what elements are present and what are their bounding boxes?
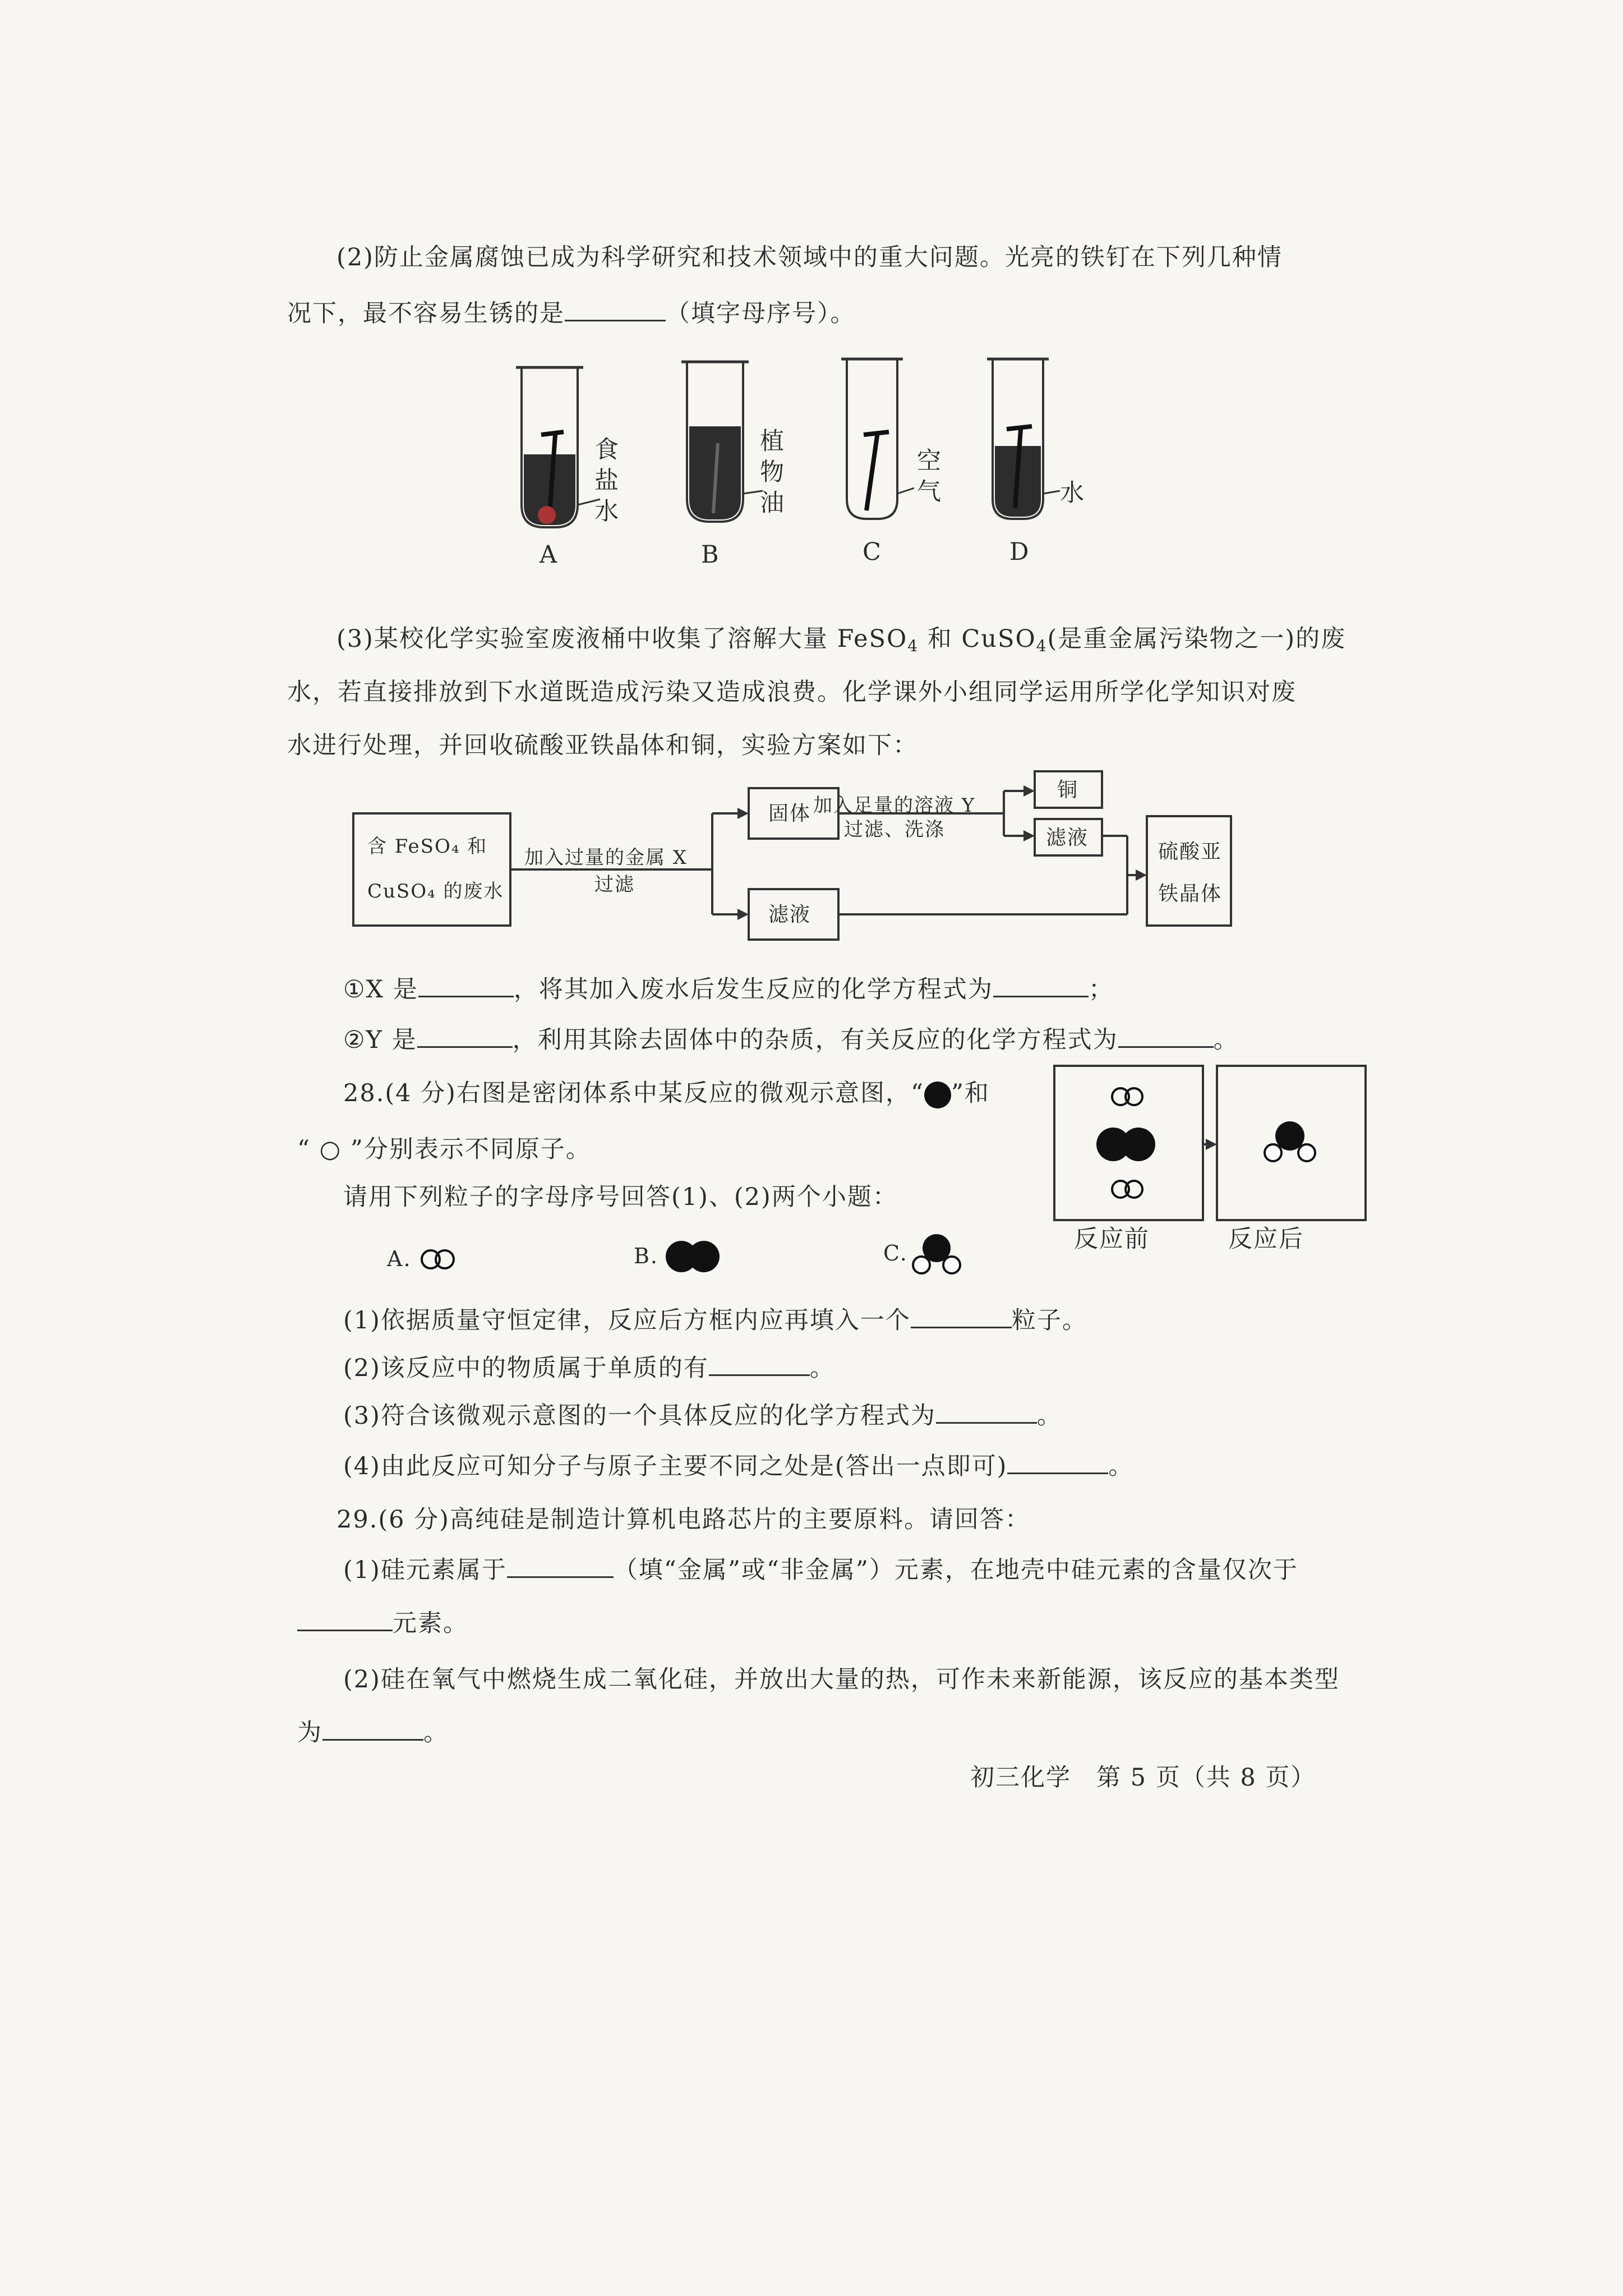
q27-3-line2: 水，若直接排放到下水道既造成污染又造成浪费。化学课外小组同学运用所学化学知识对废 — [287, 678, 1297, 706]
q28-p2: (2)该反应中的物质属于单质的有 。 — [343, 1352, 835, 1384]
particle-c-right — [943, 1257, 960, 1273]
test-tube-b — [681, 362, 763, 522]
answer-blank[interactable] — [1118, 1024, 1214, 1048]
q28-p3: (3)符合该微观示意图的一个具体反应的化学方程式为 。 — [343, 1400, 1062, 1432]
q28-line2: “ ○ ”分别表示不同原子。 — [297, 1135, 591, 1163]
tube-b-letter: B — [701, 541, 720, 569]
q28-line1: 28.(4 分)右图是密闭体系中某反应的微观示意图，“ ”和 — [343, 1079, 990, 1107]
black-atom-icon — [924, 1082, 951, 1108]
answer-blank[interactable] — [418, 973, 514, 997]
answer-blank[interactable] — [322, 1717, 423, 1741]
answer-blank[interactable] — [911, 1304, 1012, 1328]
option-c-letter: C. — [883, 1241, 908, 1266]
answer-blank[interactable] — [936, 1400, 1037, 1424]
q27-2-prompt: 况下，最不容易生锈的是 — [287, 300, 565, 328]
q27-3-subq2: ②Y 是 ，利用其除去固体中的杂质，有关反应的化学方程式为 。 — [343, 1024, 1239, 1056]
flow-copper-label: 铜 — [1057, 779, 1079, 802]
flow-arrow2-bottom: 过滤、洗涤 — [844, 818, 945, 841]
tube-c-label: 空 气 — [917, 447, 942, 506]
option-particles — [422, 1234, 960, 1273]
tube-b-label: 植 物 油 — [760, 427, 785, 517]
flow-arrow1-top: 加入过量的金属 X — [524, 846, 688, 869]
flow-filtrate2-label: 滤液 — [1046, 826, 1089, 849]
reaction-diagram — [1054, 1066, 1366, 1220]
test-tube-a — [516, 367, 600, 527]
tube-d-letter: D — [1009, 538, 1030, 566]
q29-line1: 29.(6 分)高纯硅是制造计算机电路芯片的主要原料。请回答： — [336, 1506, 1030, 1534]
flow-product-label-2: 铁晶体 — [1158, 882, 1223, 905]
q29-p1-cont: 元素。 — [297, 1607, 468, 1640]
answer-blank[interactable] — [709, 1352, 810, 1376]
q28-line3: 请用下列粒子的字母序号回答(1)、(2)两个小题： — [343, 1183, 898, 1211]
flow-start-label-2: CuSO₄ 的废水 — [367, 880, 504, 903]
tube-c-letter: C — [863, 538, 882, 566]
particle-b-right — [688, 1241, 720, 1272]
q27-2-line1: (2)防止金属腐蚀已成为科学研究和技术领域中的重大问题。光亮的铁钉在下列几种情 — [336, 243, 1283, 272]
answer-blank[interactable] — [297, 1607, 393, 1631]
test-tube-c — [841, 359, 914, 519]
answer-blank[interactable] — [993, 973, 1089, 997]
flow-solid-label: 固体 — [768, 802, 811, 825]
q28-p1: (1)依据质量守恒定律，反应后方框内应再填入一个 粒子。 — [343, 1304, 1087, 1337]
q29-p2-line1: (2)硅在氧气中燃烧生成二氧化硅，并放出大量的热，可作未来新能源，该反应的基本类型 — [343, 1665, 1340, 1694]
flow-start-label-1: 含 FeSO₄ 和 — [367, 835, 488, 858]
particle-c-left — [913, 1257, 930, 1273]
flow-filtrate-label: 滤液 — [768, 903, 811, 926]
option-a-letter: A. — [387, 1246, 412, 1271]
q29-p1: (1)硅元素属于 （填“金属”或“非金属”）元素，在地壳中硅元素的含量仅次于 — [343, 1554, 1298, 1586]
tube-a-label: 食 盐 水 — [594, 436, 620, 526]
q27-3-line1: (3)某校化学实验室废液桶中收集了溶解大量 FeSO$_4$ 和 CuSO$_4$(是重金属污染物之一)的废 — [336, 625, 1347, 655]
option-b-letter: B. — [634, 1244, 659, 1268]
q28-p4: (4)由此反应可知分子与原子主要不同之处是(答出一点即可) 。 — [343, 1450, 1133, 1483]
test-tube-d — [987, 359, 1060, 519]
q27-2-hint: （填字母序号）。 — [666, 300, 856, 328]
q27-3-subq1: ①X 是 ，将其加入废水后发生反应的化学方程式为 ； — [343, 973, 1114, 1006]
flow-product-label-1: 硫酸亚 — [1158, 840, 1223, 863]
tube-a-letter: A — [540, 541, 559, 569]
after-label: 反应后 — [1228, 1225, 1304, 1253]
q29-p2-line2: 为 。 — [297, 1717, 449, 1749]
page-footer: 初三化学 第 5 页（共 8 页） — [970, 1764, 1316, 1792]
before-label: 反应前 — [1074, 1225, 1150, 1253]
flow-arrow2-top: 加入足量的溶液 Y — [813, 794, 976, 817]
particle-a-right — [436, 1250, 454, 1268]
answer-blank[interactable] — [417, 1024, 513, 1048]
answer-blank[interactable] — [507, 1554, 614, 1578]
tube-d-label: 水 — [1060, 479, 1085, 507]
q27-3-line3: 水进行处理，并回收硫酸亚铁晶体和铜，实验方案如下： — [287, 731, 918, 760]
flow-arrow1-bottom: 过滤 — [594, 873, 635, 896]
answer-blank[interactable] — [1007, 1450, 1108, 1474]
